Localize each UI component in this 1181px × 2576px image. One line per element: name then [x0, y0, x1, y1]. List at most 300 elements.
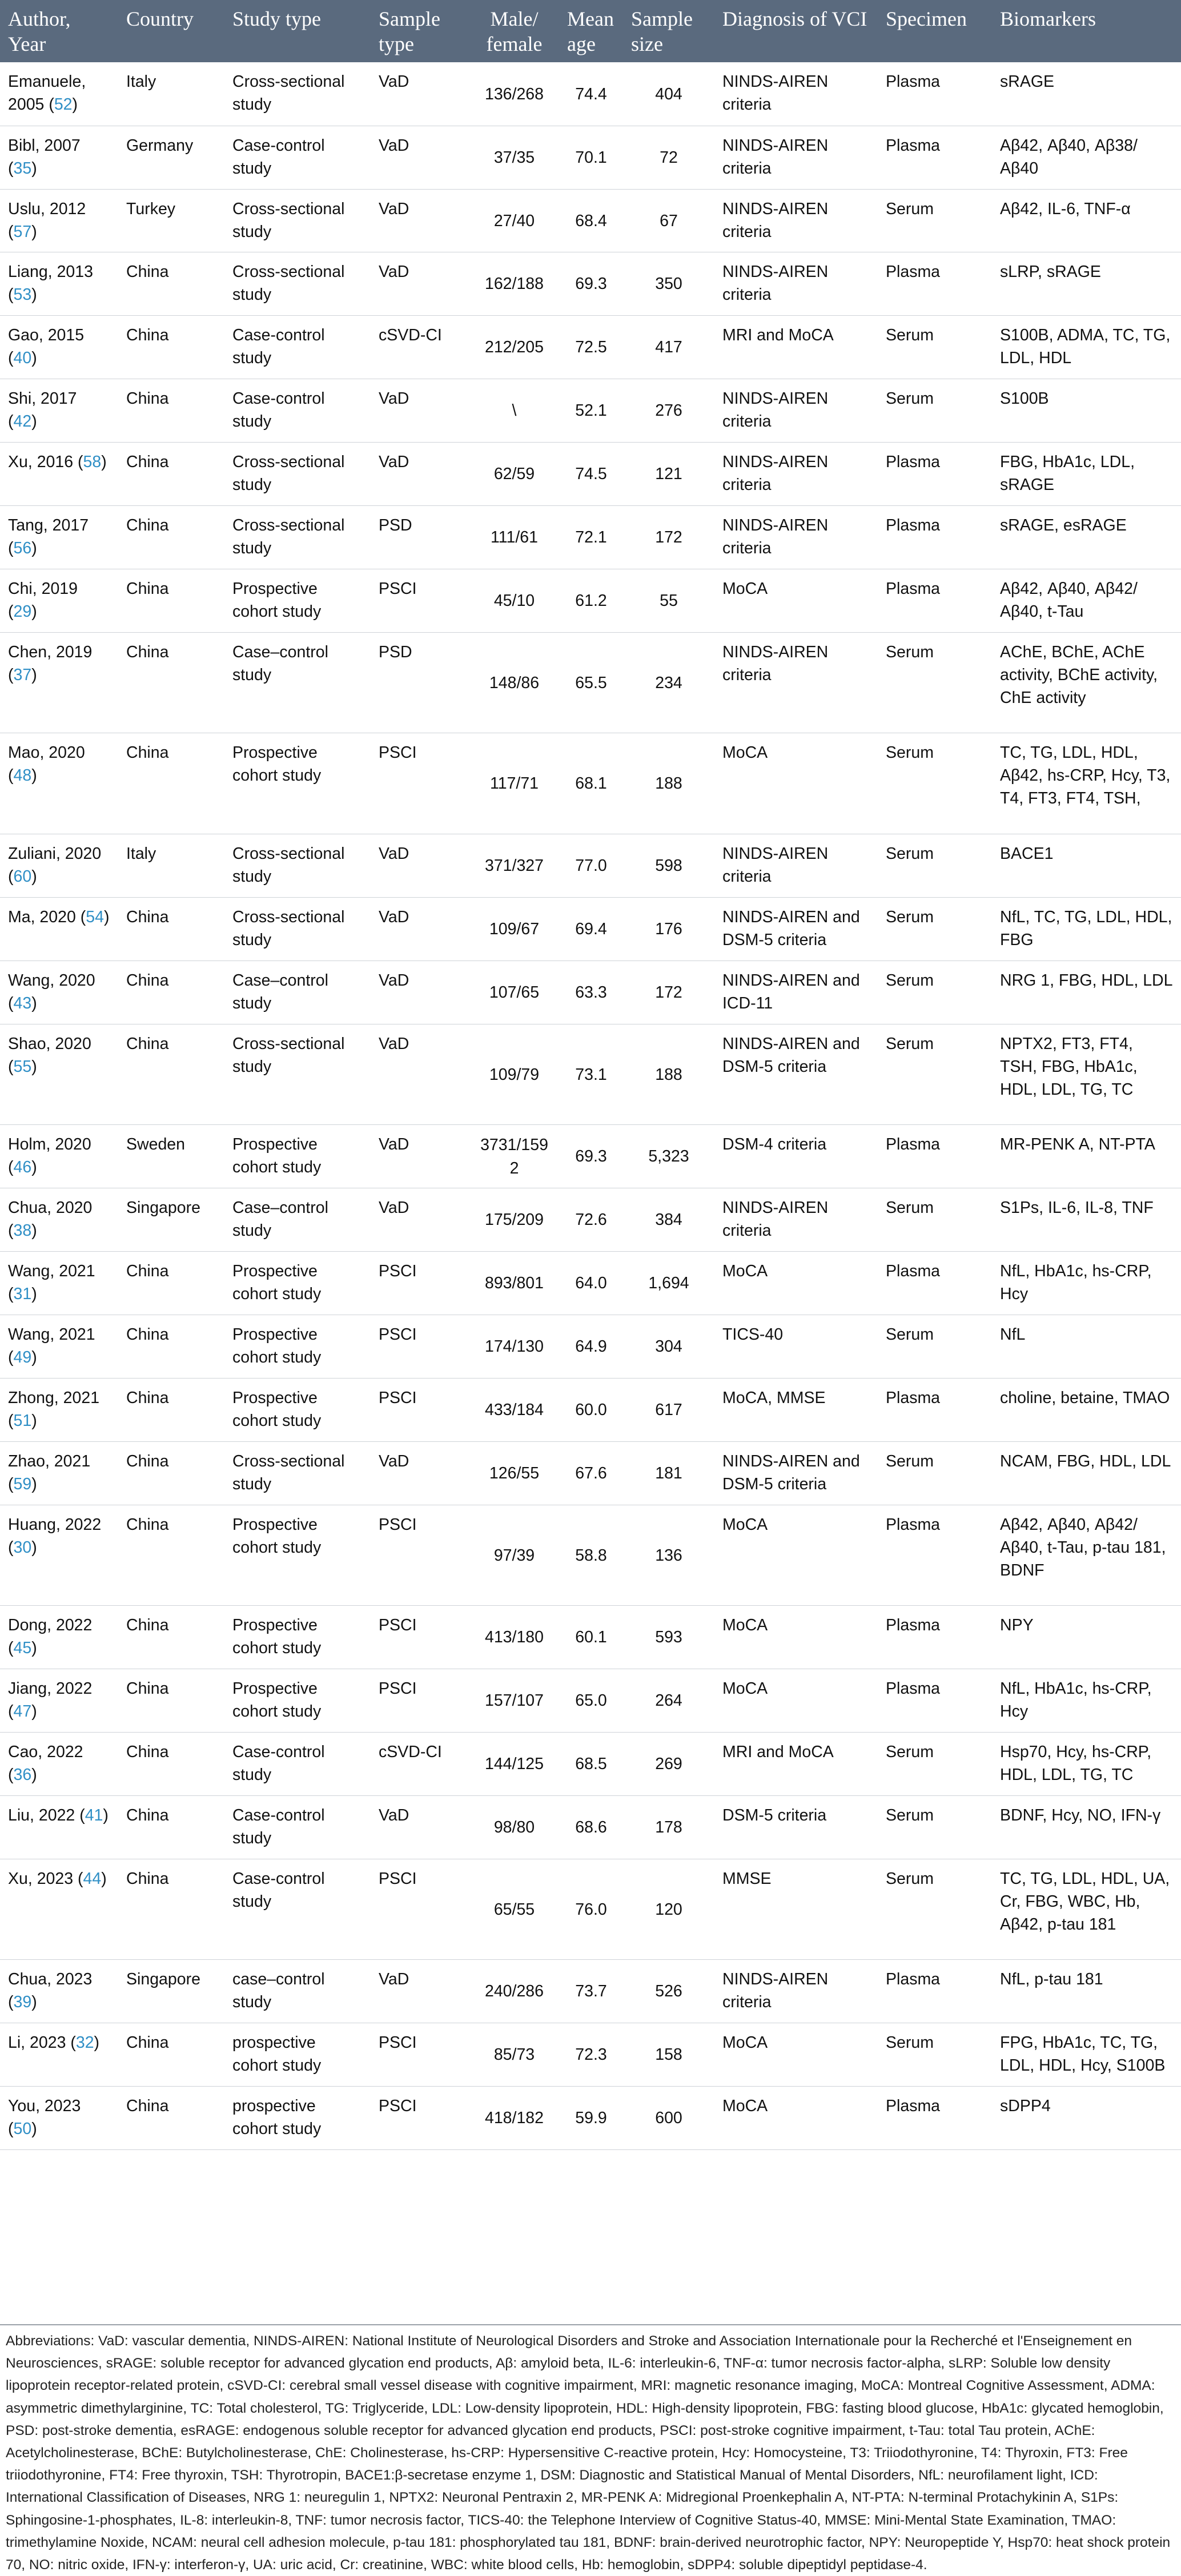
cell-specimen: Serum [886, 1452, 934, 1470]
cell-author-year: Chua, 2023 (39) [8, 1970, 93, 2011]
reference-link[interactable]: 29 [13, 602, 32, 621]
reference-link[interactable]: 56 [13, 538, 32, 557]
cell-diagnosis: NINDS-AIREN criteria [722, 516, 829, 557]
cell-study-type: Cross-sectional study [232, 1034, 345, 1076]
cell-diagnosis: MRI and MoCA [722, 325, 834, 344]
cell-study-type: prospective cohort study [232, 2033, 322, 2075]
cell-biomarkers: sRAGE [1000, 73, 1055, 91]
cell-author-year: Chua, 2020 (38) [8, 1198, 93, 1240]
author-text: Zhong, 2021 [8, 1388, 100, 1407]
cell-specimen: Serum [886, 2033, 934, 2052]
cell-male-female: 98/80 [493, 1818, 535, 1837]
cell-study-type: Cross-sectional study [232, 1452, 345, 1493]
reference-link[interactable]: 57 [13, 222, 32, 241]
cell-sample-type: VaD [379, 1452, 409, 1470]
cell-male-female: 144/125 [484, 1755, 544, 1774]
cell-author-year: Holm, 2020 (46) [8, 1135, 91, 1176]
cell-specimen: Plasma [886, 452, 941, 471]
author-text: Zhao, 2021 [8, 1452, 91, 1470]
cell-biomarkers: S100B, ADMA, TC, TG, LDL, HDL [1000, 325, 1171, 367]
cell-diagnosis: NINDS-AIREN and DSM-5 criteria [722, 1034, 860, 1076]
cell-male-female: 111/61 [491, 528, 538, 547]
reference-link[interactable]: 51 [13, 1411, 32, 1430]
cell-mean-age: 63.3 [575, 983, 607, 1002]
author-text: Xu, 2016 [8, 452, 74, 471]
cell-sample-type: VaD [379, 199, 409, 218]
author-text: Bibl, 2007 [8, 136, 81, 155]
cell-sample-size: 600 [655, 2109, 682, 2128]
reference-link[interactable]: 48 [13, 766, 32, 785]
cell-sample-type: VaD [379, 262, 409, 281]
table-row [0, 1315, 1181, 1378]
cell-sample-size: 593 [655, 1628, 682, 1647]
cell-diagnosis: NINDS-AIREN criteria [722, 844, 829, 886]
cell-male-female: 413/180 [484, 1628, 544, 1647]
author-text: Wang, 2021 [8, 1325, 95, 1344]
cell-male-female: 107/65 [489, 983, 540, 1002]
cell-study-type: Cross-sectional study [232, 844, 345, 886]
reference-link[interactable]: 58 [83, 452, 102, 471]
cell-country: China [126, 1615, 169, 1634]
reference-link[interactable]: 45 [13, 1638, 32, 1657]
author-text: Chua, 2020 [8, 1198, 93, 1217]
cell-biomarkers: NRG 1, FBG, HDL, LDL [1000, 971, 1173, 990]
cell-study-type: Cross-sectional study [232, 907, 345, 949]
table-row [0, 1732, 1181, 1795]
cell-author-year: Cao, 2022 (36) [8, 1742, 83, 1784]
cell-specimen: Serum [886, 325, 934, 344]
cell-male-female: 433/184 [484, 1401, 544, 1420]
cell-study-type: Cross-sectional study [232, 516, 345, 557]
cell-biomarkers: BDNF, Hcy, NO, IFN-γ [1000, 1806, 1161, 1825]
author-text: Wang, 2020 [8, 971, 95, 990]
cell-sample-type: PSCI [379, 2033, 417, 2052]
header-row [0, 0, 1181, 62]
reference-link[interactable]: 43 [13, 994, 32, 1012]
cell-biomarkers: NfL [1000, 1325, 1026, 1344]
reference-link[interactable]: 60 [13, 867, 32, 886]
table-row [0, 961, 1181, 1024]
cell-diagnosis: MMSE [722, 1869, 772, 1888]
author-text: Emanuele, 2005 [8, 73, 86, 114]
cell-author-year: Zuliani, 2020 (60) [8, 844, 102, 886]
cell-mean-age: 68.4 [575, 211, 607, 230]
cell-sample-type: VaD [379, 1806, 409, 1825]
reference-link[interactable]: 39 [13, 1992, 32, 2011]
cell-study-type: Case-control study [232, 325, 325, 367]
cell-sample-type: PSCI [379, 1261, 417, 1280]
cell-biomarkers: sDPP4 [1000, 2096, 1051, 2115]
cell-specimen: Plasma [886, 1679, 941, 1698]
reference-link[interactable]: 49 [13, 1348, 32, 1367]
cell-sample-size: 172 [655, 983, 682, 1002]
author-text: Li, 2023 [8, 2033, 66, 2052]
cell-country: China [126, 1261, 169, 1280]
cell-author-year: Shi, 2017 (42) [8, 389, 77, 431]
cell-study-type: Prospective cohort study [232, 1261, 322, 1303]
cell-biomarkers: S100B [1000, 389, 1049, 408]
table-row [0, 252, 1181, 315]
cell-diagnosis: NINDS-AIREN and ICD-11 [722, 971, 860, 1012]
reference-link[interactable]: 55 [13, 1057, 32, 1076]
cell-sample-size: 72 [660, 148, 678, 167]
cell-mean-age: 60.1 [575, 1628, 607, 1647]
cell-country: China [126, 1325, 169, 1344]
cell-male-female: 174/130 [484, 1337, 544, 1356]
cell-author-year: Mao, 2020 (48) [8, 743, 85, 785]
author-text: Ma, 2020 [8, 907, 76, 926]
cell-study-type: Prospective cohort study [232, 1325, 322, 1367]
table-row [0, 1605, 1181, 1669]
author-text: Shao, 2020 [8, 1034, 91, 1053]
table-row [0, 2086, 1181, 2149]
cell-mean-age: 72.5 [575, 338, 607, 357]
cell-male-female: 37/35 [493, 148, 535, 167]
header-sample-type: Sample type [379, 7, 440, 55]
cell-specimen: Serum [886, 1869, 934, 1888]
abbreviations-footnote: Abbreviations: VaD: vascular dementia, NINDS-AIREN: National Institute of Neurological Disorders and Stroke and Association Internationale pour la Recherché et l'Enseignement en Neurosciences, sRAGE: soluble receptor for advanced glycation end products, Aβ: amyloid beta, IL-6: interleukin-6, TNF-α: tumor necrosis factor-alpha, sLRP: Soluble low density lipoprotein receptor-related protein, cSVD-CI: cerebral small vessel disease with cognitive impairment, MRI: magnetic resonance imaging, MoCA: Montreal Cognitive Assessment, ADMA: asymmetric dimethylarginine, TC: Total cholesterol, TG: Triglyceride, LDL: Low-density lipoprotein, HDL: High-density lipoprotein, FBG: fasting blood glucose, HbA1c: glycated hemoglobin, PSD: post-stroke dementia, esRAGE: endogenous soluble receptor for advanced glycation end products, PSCI: post-stroke cognitive impairment, t-Tau: total Tau protein, AChE: Acetylcholinesterase, BChE: Butylcholinesterase, ChE: Cholinesterase, hs-CRP: Hypersensitive C-reactive protein, Hcy: Homocysteine, T3: Triiodothyronine, T4: Thyroxin, FT3: Free triiodothyronine, FT4: Free thyroxin, TSH: Thyrotropin, BACE1:β-secretase enzyme 1, DSM: Diagnostic and Statistical Manual of Mental Disorders, NfL: neurofilament light, ICD: International Classification of Diseases, NRG 1: neuregulin 1, NPTX2: Neuronal Pentraxin 2, MR-PENK A: Midregional Proenkephalin A, NT-PTA: N-terminal Protachykinin A, S1Ps: Sphingosine-1-phosphates, IL-8: interleukin-8, TNF: tumor necrosis factor, TICS-40: the Telephone Interview of Cognitive Status-40, MMSE: Mini-Mental State Examination, TMAO: trimethylamine Noxide, NCAM: neural cell adhesion molecule, p-tau 181: phosphorylated tau 181, BDNF: brain-derived neurotrophic factor, NPY: Neuropeptide Y, Hsp70: heat shock protein 70, NO: nitric oxide, IFN-γ: interferon-γ, UA: uric acid, Cr: creatinine, WBC: white blood cells, Hb: hemoglobin, sDPP4: soluble dipeptidyl peptidase-4. [0, 2324, 1181, 2576]
cell-biomarkers: Aβ42, IL-6, TNF-α [1000, 199, 1131, 218]
cell-country: China [126, 389, 169, 408]
cell-diagnosis: MoCA [722, 1615, 768, 1634]
cell-male-female: 109/67 [489, 920, 540, 939]
reference-link[interactable]: 38 [13, 1221, 32, 1240]
reference-link[interactable]: 53 [13, 285, 32, 304]
cell-sample-type: VaD [379, 1970, 409, 1988]
cell-diagnosis: MoCA [722, 1515, 768, 1534]
author-text: Chua, 2023 [8, 1970, 93, 1988]
cell-author-year: Shao, 2020 (55) [8, 1034, 91, 1076]
cell-biomarkers: FPG, HbA1c, TC, TG, LDL, HDL, Hcy, S100B [1000, 2033, 1166, 2075]
cell-diagnosis: MoCA [722, 579, 768, 598]
reference-link[interactable]: 31 [13, 1284, 32, 1303]
cell-country: China [126, 1869, 169, 1888]
cell-male-female: 109/79 [489, 1065, 540, 1084]
cell-country: China [126, 262, 169, 281]
cell-biomarkers: NfL, HbA1c, hs-CRP, Hcy [1000, 1679, 1152, 1721]
cell-diagnosis: MoCA [722, 2096, 768, 2115]
cell-sample-type: VaD [379, 907, 409, 926]
cell-sample-size: 188 [655, 1065, 682, 1084]
cell-sample-type: VaD [379, 844, 409, 863]
author-text: Zuliani, 2020 [8, 844, 102, 863]
cell-male-female: 175/209 [484, 1211, 544, 1229]
table-row [0, 379, 1181, 442]
cell-study-type: Cross-sectional study [232, 199, 345, 241]
reference-link[interactable]: 32 [75, 2033, 94, 2052]
cell-author-year: Bibl, 2007 (35) [8, 136, 81, 178]
reference-link[interactable]: 47 [13, 1702, 32, 1721]
cell-country: Singapore [126, 1970, 200, 1988]
table-row [0, 1188, 1181, 1251]
cell-sample-size: 384 [655, 1211, 682, 1229]
table-row [0, 315, 1181, 379]
table-row [0, 733, 1181, 834]
cell-diagnosis: NINDS-AIREN and DSM-5 criteria [722, 907, 860, 949]
reference-link[interactable]: 30 [13, 1538, 32, 1557]
cell-sample-type: VaD [379, 136, 409, 155]
cell-male-female: 45/10 [493, 592, 535, 610]
header-sample-size: Sample size [631, 7, 693, 55]
author-text: Chi, 2019 [8, 579, 78, 598]
reference-link[interactable]: 41 [85, 1806, 103, 1825]
cell-sample-size: 617 [655, 1401, 682, 1420]
cell-sample-type: VaD [379, 1034, 409, 1053]
author-text: Jiang, 2022 [8, 1679, 93, 1698]
reference-link[interactable]: 37 [13, 665, 32, 684]
table-row [0, 1959, 1181, 2023]
cell-specimen: Plasma [886, 136, 941, 155]
cell-diagnosis: MoCA [722, 1261, 768, 1280]
cell-biomarkers: sRAGE, esRAGE [1000, 516, 1127, 535]
cell-specimen: Serum [886, 907, 934, 926]
author-text: Holm, 2020 [8, 1135, 91, 1154]
cell-sample-size: 264 [655, 1691, 682, 1710]
cell-sample-type: PSCI [379, 1869, 417, 1888]
cell-mean-age: 77.0 [575, 857, 607, 875]
cell-study-type: Case-control study [232, 389, 325, 431]
cell-biomarkers: MR-PENK A, NT-PTA [1000, 1135, 1155, 1154]
cell-diagnosis: NINDS-AIREN criteria [722, 199, 829, 241]
cell-country: China [126, 1742, 169, 1761]
cell-author-year: Chi, 2019 (29) [8, 579, 78, 621]
cell-author-year: Li, 2023 (32) [8, 2033, 100, 2052]
cell-sample-size: 136 [655, 1546, 682, 1565]
reference-link[interactable]: 42 [13, 412, 32, 431]
table-header [0, 0, 1181, 62]
reference-link[interactable]: 50 [13, 2119, 32, 2138]
cell-biomarkers: Aβ42, Aβ40, Aβ42/ Aβ40, t-Tau [1000, 579, 1138, 621]
cell-male-female: 126/55 [489, 1464, 540, 1483]
cell-mean-age: 69.3 [575, 1147, 607, 1166]
cell-male-female: 27/40 [493, 211, 535, 230]
cell-country: China [126, 1452, 169, 1470]
cell-specimen: Plasma [886, 2096, 941, 2115]
cell-study-type: Cross-sectional study [232, 452, 345, 494]
cell-country: China [126, 1034, 169, 1053]
cell-mean-age: 72.3 [575, 2045, 607, 2064]
cell-country: China [126, 907, 169, 926]
cell-sample-size: 269 [655, 1755, 682, 1774]
cell-study-type: Case-control study [232, 1742, 325, 1784]
cell-diagnosis: DSM-4 criteria [722, 1135, 827, 1154]
cell-study-type: Cross-sectional study [232, 262, 345, 304]
reference-link[interactable]: 52 [54, 95, 73, 114]
reference-link[interactable]: 54 [86, 907, 104, 926]
cell-mean-age: 74.4 [575, 85, 607, 104]
cell-study-type: Case-control study [232, 1869, 325, 1911]
cell-diagnosis: NINDS-AIREN criteria [722, 1198, 829, 1240]
cell-sample-size: 121 [655, 465, 682, 484]
table-row [0, 1441, 1181, 1505]
table-row [0, 1378, 1181, 1441]
cell-sample-size: 526 [655, 1982, 682, 2001]
cell-sample-size: 176 [655, 920, 682, 939]
cell-mean-age: 58.8 [575, 1546, 607, 1565]
cell-author-year: Huang, 2022 (30) [8, 1515, 102, 1557]
cell-male-female: 85/73 [493, 2045, 535, 2064]
cell-sample-size: 5,323 [648, 1147, 689, 1166]
author-text: Liu, 2022 [8, 1806, 75, 1825]
cell-country: Singapore [126, 1198, 200, 1217]
cell-specimen: Plasma [886, 1615, 941, 1634]
cell-study-type: Case–control study [232, 642, 328, 684]
cell-specimen: Serum [886, 1034, 934, 1053]
cell-biomarkers: choline, betaine, TMAO [1000, 1388, 1170, 1407]
cell-study-type: Case-control study [232, 136, 325, 178]
table-row [0, 1859, 1181, 1959]
reference-link[interactable]: 59 [13, 1474, 32, 1493]
cell-mean-age: 73.1 [575, 1065, 607, 1084]
reference-link[interactable]: 40 [13, 348, 32, 367]
cell-mean-age: 68.1 [575, 774, 607, 793]
cell-country: China [126, 1679, 169, 1698]
cell-author-year: Ma, 2020 (54) [8, 907, 110, 926]
cell-country: Sweden [126, 1135, 185, 1154]
cell-specimen: Serum [886, 971, 934, 990]
reference-link[interactable]: 44 [83, 1869, 102, 1888]
cell-mean-age: 68.5 [575, 1755, 607, 1774]
cell-sample-type: PSCI [379, 1615, 417, 1634]
cell-diagnosis: NINDS-AIREN criteria [722, 136, 829, 178]
cell-diagnosis: NINDS-AIREN criteria [722, 452, 829, 494]
table-row [0, 897, 1181, 961]
table-row [0, 569, 1181, 632]
cell-diagnosis: MoCA, MMSE [722, 1388, 826, 1407]
cell-biomarkers: FBG, HbA1c, LDL, sRAGE [1000, 452, 1135, 494]
table-row [0, 834, 1181, 897]
reference-link[interactable]: 36 [13, 1765, 32, 1784]
cell-study-type: Prospective cohort study [232, 1679, 322, 1721]
cell-male-female: 3731/1592 [480, 1136, 548, 1178]
cell-diagnosis: MRI and MoCA [722, 1742, 834, 1761]
table-row [0, 1669, 1181, 1732]
cell-biomarkers: AChE, BChE, AChE activity, BChE activity, ChE activity [1000, 642, 1158, 708]
author-text: Chen, 2019 [8, 642, 93, 661]
table-row [0, 1795, 1181, 1859]
cell-diagnosis: NINDS-AIREN criteria [722, 73, 829, 114]
cell-biomarkers: Aβ42, Aβ40, Aβ38/ Aβ40 [1000, 136, 1138, 178]
table-row [0, 126, 1181, 189]
author-text: Xu, 2023 [8, 1869, 74, 1888]
table-row [0, 2023, 1181, 2086]
cell-sample-type: PSCI [379, 579, 417, 598]
cell-sample-size: 350 [655, 275, 682, 294]
cell-mean-age: 76.0 [575, 1900, 607, 1919]
cell-specimen: Serum [886, 844, 934, 863]
author-text: Huang, 2022 [8, 1515, 102, 1534]
cell-study-type: Case–control study [232, 971, 328, 1012]
cell-study-type: Case-control study [232, 1806, 325, 1847]
author-text: Mao, 2020 [8, 743, 85, 762]
cell-biomarkers: S1Ps, IL-6, IL-8, TNF [1000, 1198, 1154, 1217]
cell-author-year: Chen, 2019 (37) [8, 642, 93, 684]
cell-author-year: Liu, 2022 (41) [8, 1806, 109, 1825]
cell-biomarkers: BACE1 [1000, 844, 1054, 863]
cell-author-year: Xu, 2023 (44) [8, 1869, 107, 1888]
table-row [0, 1505, 1181, 1605]
cell-specimen: Serum [886, 1198, 934, 1217]
cell-author-year: Wang, 2021 (31) [8, 1261, 95, 1303]
cell-country: Italy [126, 844, 156, 863]
cell-biomarkers: NfL, TC, TG, LDL, HDL, FBG [1000, 907, 1172, 949]
cell-specimen: Plasma [886, 1261, 941, 1280]
cell-author-year: Xu, 2016 (58) [8, 452, 107, 471]
cell-male-female: 117/71 [489, 774, 539, 793]
author-text: Dong, 2022 [8, 1615, 93, 1634]
cell-diagnosis: NINDS-AIREN criteria [722, 642, 829, 684]
cell-sample-size: 234 [655, 673, 682, 692]
cell-country: Turkey [126, 199, 176, 218]
cell-mean-age: 74.5 [575, 465, 607, 484]
cell-sample-size: 598 [655, 857, 682, 875]
cell-specimen: Plasma [886, 516, 941, 535]
cell-sample-type: PSCI [379, 2096, 417, 2115]
cell-specimen: Serum [886, 199, 934, 218]
cell-specimen: Plasma [886, 262, 941, 281]
cell-specimen: Plasma [886, 1970, 941, 1988]
cell-specimen: Serum [886, 1742, 934, 1761]
cell-sample-type: VaD [379, 452, 409, 471]
cell-biomarkers: NPTX2, FT3, FT4, TSH, FBG, HbA1c, HDL, LDL, TG, TC [1000, 1034, 1138, 1099]
author-text: Shi, 2017 [8, 389, 77, 408]
reference-link[interactable]: 46 [13, 1158, 32, 1176]
cell-mean-age: 65.5 [575, 673, 607, 692]
cell-biomarkers: TC, TG, LDL, HDL, Aβ42, hs-CRP, Hcy, T3, T4, FT3, FT4, TSH, [1000, 743, 1171, 808]
cell-mean-age: 69.3 [575, 275, 607, 294]
cell-mean-age: 72.6 [575, 1211, 607, 1229]
cell-country: Germany [126, 136, 194, 155]
cell-country: China [126, 516, 169, 535]
cell-study-type: Prospective cohort study [232, 743, 322, 785]
cell-mean-age: 68.6 [575, 1818, 607, 1837]
cell-sample-size: 181 [655, 1464, 682, 1483]
cell-diagnosis: NINDS-AIREN criteria [722, 262, 829, 304]
cell-biomarkers: NfL, p-tau 181 [1000, 1970, 1103, 1988]
cell-author-year: Dong, 2022 (45) [8, 1615, 93, 1657]
header-diagnosis: Diagnosis of VCI [722, 7, 867, 30]
cell-author-year: Jiang, 2022 (47) [8, 1679, 93, 1721]
header-author-year: Author, Year [8, 7, 71, 55]
cell-sample-type: VaD [379, 971, 409, 990]
cell-sample-size: 304 [655, 1337, 682, 1356]
cell-sample-size: 55 [660, 592, 678, 610]
cell-male-female: 893/801 [484, 1274, 544, 1293]
cell-male-female: 65/55 [493, 1900, 535, 1919]
cell-sample-size: 188 [655, 774, 682, 793]
cell-sample-size: 404 [655, 85, 682, 104]
cell-study-type: Cross-sectional study [232, 73, 345, 114]
cell-country: China [126, 2096, 169, 2115]
reference-link[interactable]: 35 [13, 159, 32, 178]
cell-sample-size: 417 [655, 338, 682, 357]
table-row [0, 1024, 1181, 1124]
cell-mean-age: 70.1 [575, 148, 607, 167]
cell-biomarkers: NCAM, FBG, HDL, LDL [1000, 1452, 1171, 1470]
cell-sample-size: 172 [655, 528, 682, 547]
header-country: Country [126, 7, 194, 30]
cell-author-year: You, 2023 (50) [8, 2096, 81, 2138]
cell-male-female: 418/182 [484, 2109, 544, 2128]
cell-diagnosis: MoCA [722, 2033, 768, 2052]
cell-sample-size: 67 [660, 211, 678, 230]
table-row [0, 442, 1181, 505]
author-text: Wang, 2021 [8, 1261, 95, 1280]
cell-author-year: Zhao, 2021 (59) [8, 1452, 91, 1493]
cell-male-female: 97/39 [493, 1546, 535, 1565]
cell-sample-size: 1,694 [648, 1274, 689, 1293]
cell-author-year: Uslu, 2012 (57) [8, 199, 86, 241]
